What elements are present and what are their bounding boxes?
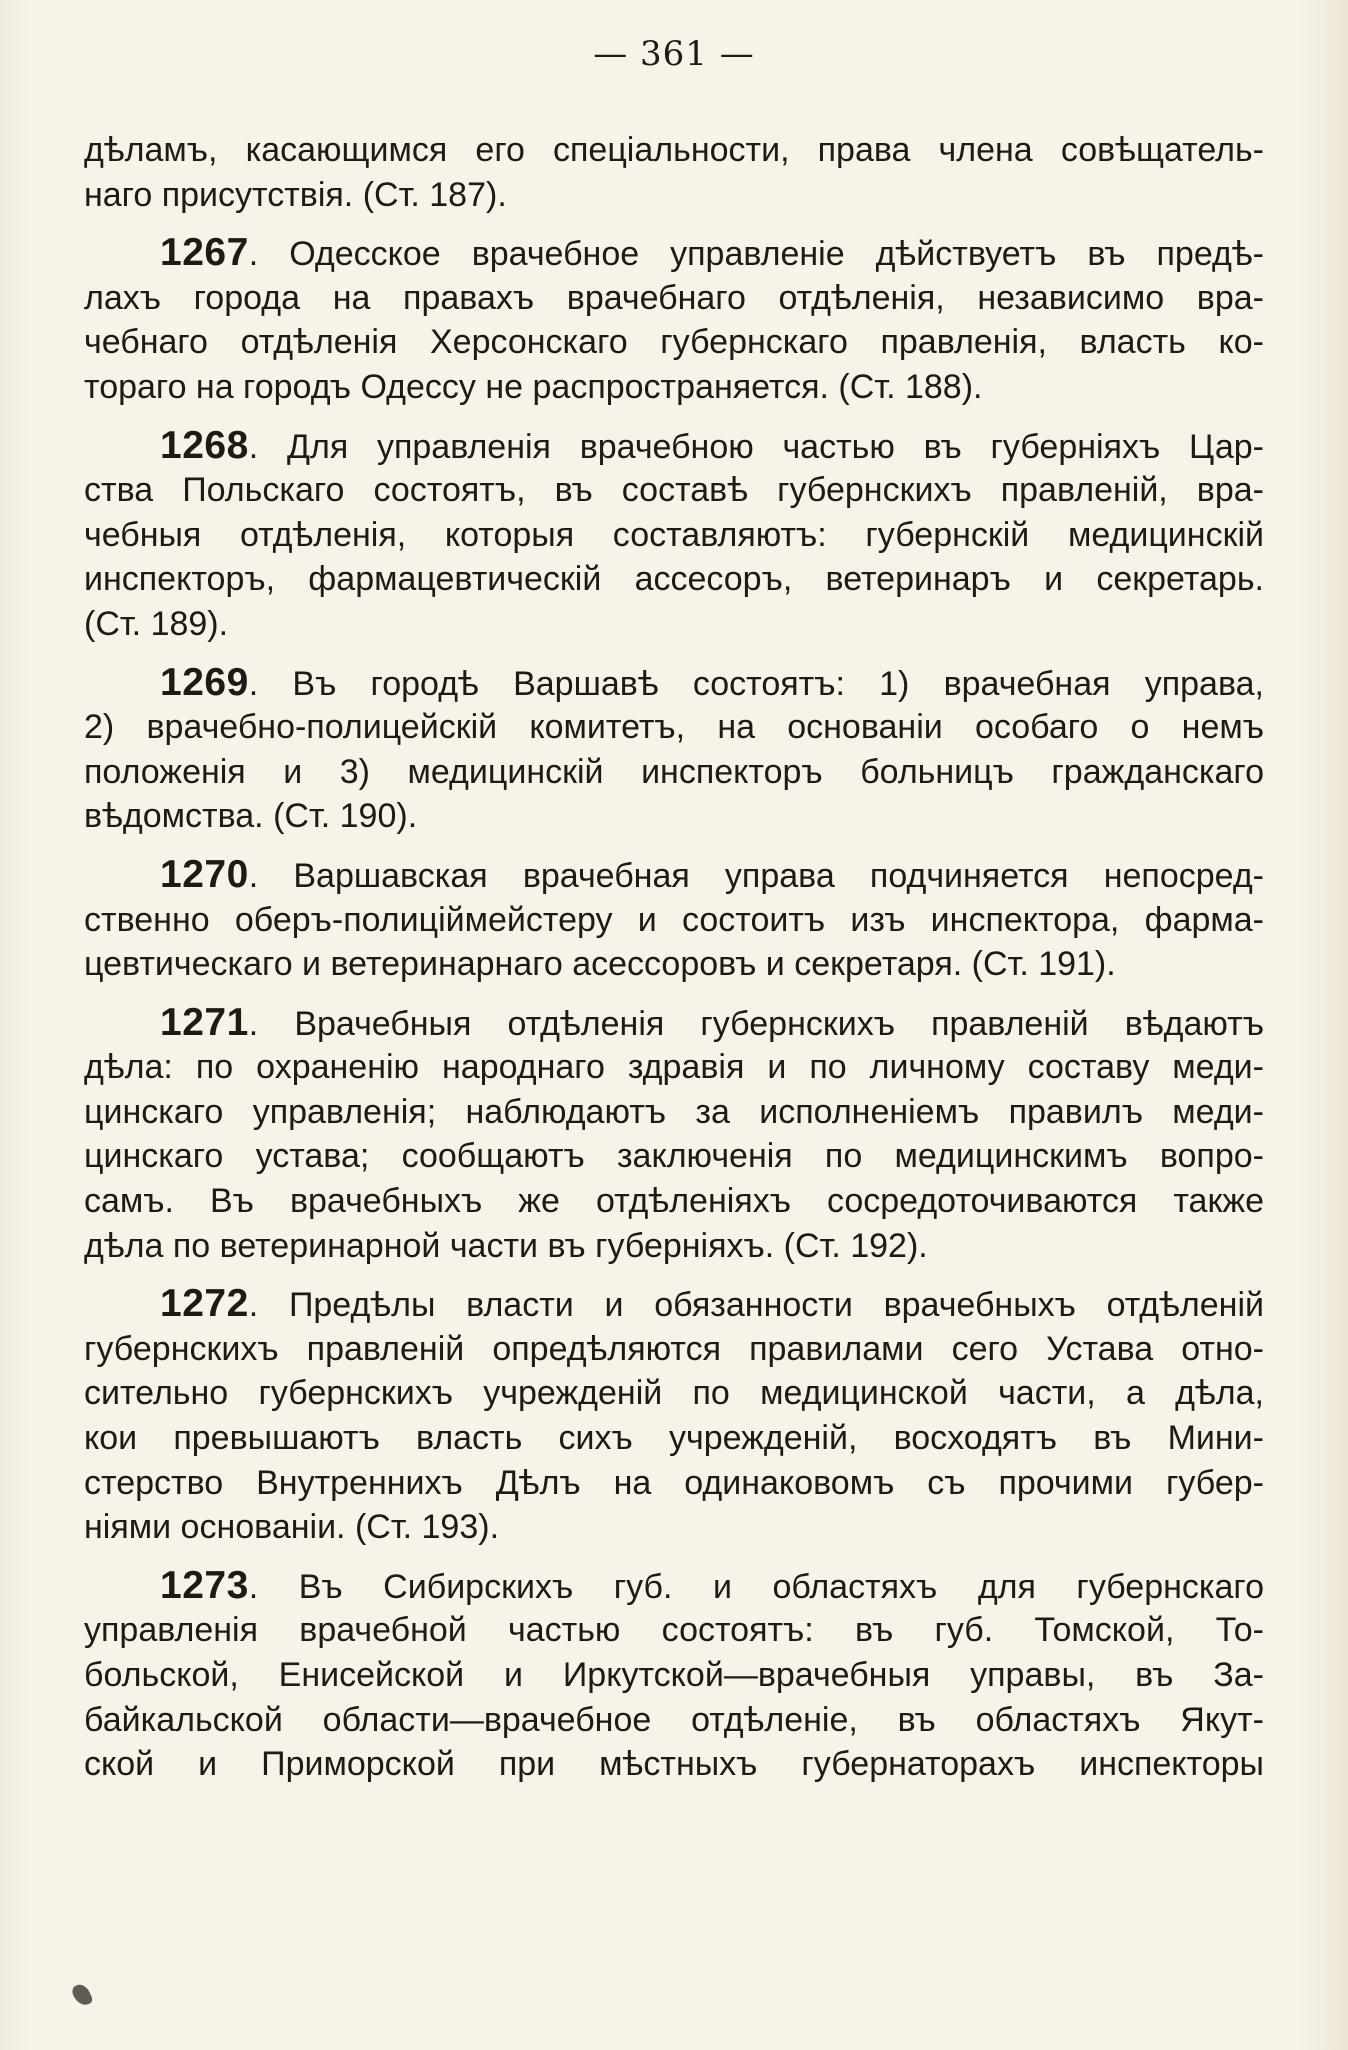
page-number: — 361 —: [593, 34, 755, 74]
text-line: чебныя отдѣленія, которыя составляютъ: губернскій медицинскій: [84, 515, 1264, 554]
text-line: вѣдомства. (Ст. 190).: [84, 797, 418, 836]
text-line: дѣламъ, касающимся его спеціальности, права члена совѣщатель-: [84, 131, 1264, 169]
article-number: 1272: [160, 1282, 249, 1326]
text-line: (Ст. 189).: [84, 604, 229, 643]
article-first-line: [84, 1001, 1264, 1046]
paragraph-gap: [84, 1268, 1264, 1282]
text-line: положенія и 3) медицинскій инспекторъ больницъ гражданскаго: [84, 752, 1264, 791]
paragraph-gap: [84, 647, 1264, 661]
text-line: самъ. Въ врачебныхъ же отдѣленіяхъ сосредоточиваются также: [84, 1182, 1264, 1221]
article-first-line: [84, 853, 1264, 898]
text-line: цевтическаго и ветеринарнаго асессоровъ и секретаря. (Ст. 191).: [84, 945, 1116, 984]
article-number: 1268: [160, 423, 249, 467]
article-number: 1273: [160, 1563, 249, 1607]
text-line: цинскаго управленія; наблюдаютъ за исполненіемъ правилъ меди-: [84, 1092, 1264, 1131]
text-line: сительно губернскихъ учрежденій по медицинской части, а дѣла,: [84, 1374, 1264, 1413]
article-text: . Для управленія врачебною частью въ губерніяхъ Цар-: [248, 427, 1264, 466]
text-line: инспекторъ, фармацевтическій ассесоръ, ветеринаръ и секретарь.: [84, 560, 1264, 599]
page-body: [84, 128, 1264, 1787]
article-text: . Врачебныя отдѣленія губернскихъ правленій вѣдаютъ: [248, 1004, 1264, 1043]
text-line: цинскаго устава; сообщаютъ заключенія по медицинскимъ вопро-: [84, 1137, 1264, 1176]
ink-blot-mark: [70, 1982, 94, 2009]
article-first-line: [84, 1282, 1264, 1327]
text-line: кои превышаютъ власть сихъ учрежденій, восходятъ въ Мини-: [84, 1419, 1264, 1458]
text-line: ской и Приморской при мѣстныхъ губернаторахъ инспекторы: [84, 1745, 1264, 1784]
paragraph-gap: [84, 410, 1264, 424]
article-text: . Варшавская врачебная управа подчиняется непосред-: [248, 856, 1264, 895]
article-first-line: [84, 424, 1264, 469]
text-line: ства Польскаго состоятъ, въ составѣ губернскихъ правленій, вра-: [84, 471, 1264, 510]
text-line: лахъ города на правахъ врачебнаго отдѣленія, независимо вра-: [84, 278, 1264, 317]
article-first-line: [84, 231, 1264, 276]
article-text: . Въ Сибирскихъ губ. и областяхъ для губернскаго: [248, 1567, 1264, 1606]
paragraph-gap: [84, 1550, 1264, 1564]
paragraph-gap: [84, 987, 1264, 1001]
article-number: 1271: [160, 1000, 249, 1044]
text-line: ственно оберъ-полиціймейстеру и состоитъ изъ инспектора, фарма-: [84, 900, 1264, 939]
text-line: больской, Енисейской и Иркутской—врачебныя управы, въ За-: [84, 1656, 1264, 1694]
article-number: 1267: [160, 231, 249, 275]
article-first-line: [84, 661, 1264, 706]
text-line: ніями основаніи. (Ст. 193).: [84, 1508, 500, 1547]
text-line: дѣла по ветеринарной части въ губерніяхъ. (Ст. 192).: [84, 1226, 928, 1265]
article-first-line: [84, 1564, 1264, 1609]
text-line: губернскихъ правленій опредѣляются правилами сего Устава отно-: [84, 1329, 1264, 1368]
text-line: байкальской области—врачебное отдѣленіе, въ областяхъ Якут-: [84, 1700, 1264, 1739]
article-text: . Въ городѣ Варшавѣ состоятъ: 1) врачебная управа,: [248, 664, 1264, 703]
text-line: наго присутствія. (Ст. 187).: [84, 175, 507, 214]
text-line: дѣла: по охраненію народнаго здравія и по личному составу меди-: [84, 1048, 1264, 1087]
paragraph-gap: [84, 217, 1264, 231]
article-text: . Одесское врачебное управленіе дѣйствуетъ въ предѣ-: [248, 235, 1264, 274]
text-line: стерство Внутреннихъ Дѣлъ на одинаковомъ съ прочими губер-: [84, 1463, 1264, 1502]
text-line: 2) врачебно-полицейскій комитетъ, на основаніи особаго о немъ: [84, 708, 1264, 747]
article-text: . Предѣлы власти и обязанности врачебныхъ отдѣленій: [248, 1286, 1264, 1325]
article-number: 1270: [160, 852, 249, 896]
text-line: тораго на городъ Одессу не распространяется. (Ст. 188).: [84, 367, 983, 406]
text-line: чебнаго отдѣленія Херсонскаго губернскаго правленія, власть ко-: [84, 323, 1264, 362]
article-number: 1269: [160, 660, 249, 704]
paragraph-gap: [84, 839, 1264, 853]
text-line: управленія врачебной частью состоятъ: въ губ. Томской, То-: [84, 1611, 1264, 1650]
